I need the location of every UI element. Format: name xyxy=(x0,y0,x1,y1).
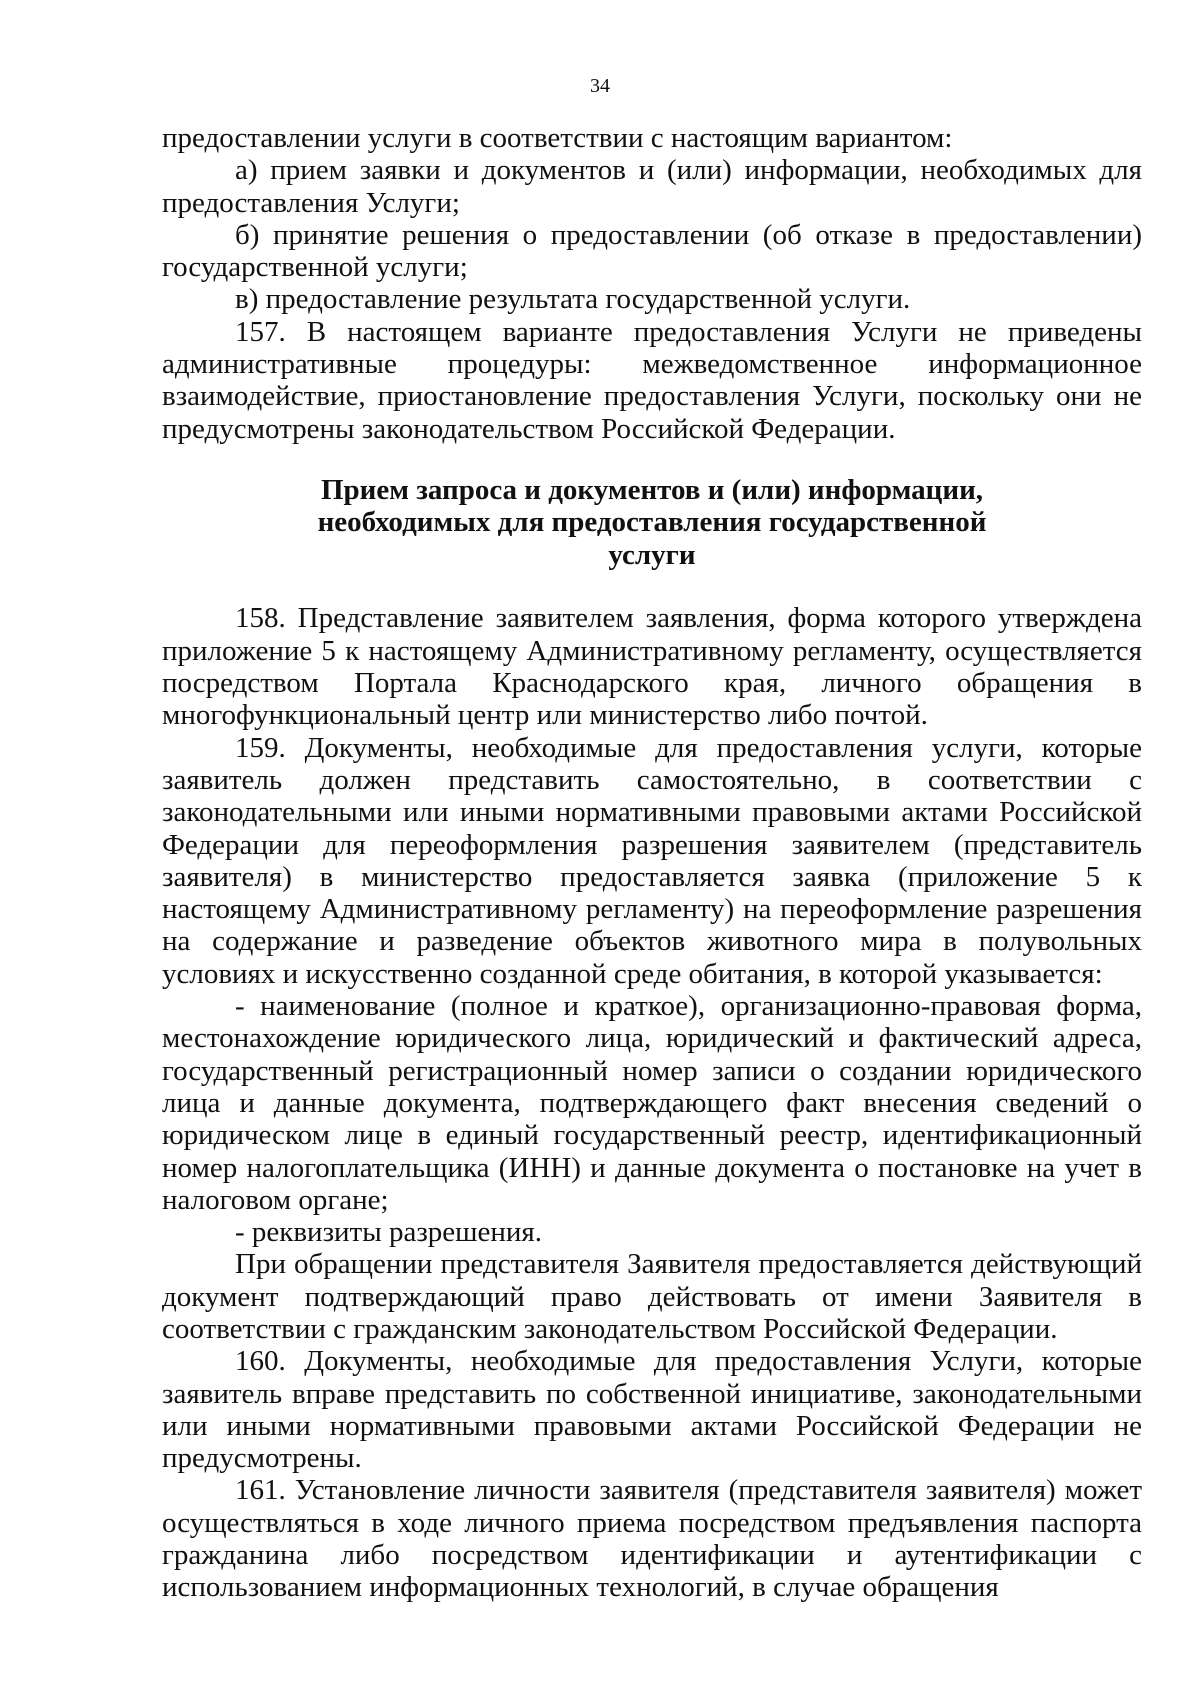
list-item-name: - наименование (полное и краткое), организационно-правовая форма, местонахождение юридического лица, юридический и фактический адреса, государственный регистрационный номер записи о создании юридического лица и данные документа, подтверждающего факт внесения сведений о юридическом лице в единый государственный реестр, идентификационный номер налогоплательщика (ИНН) и данные документа о постановке на учет в налоговом органе; xyxy=(162,990,1142,1216)
paragraph-159: 159. Документы, необходимые для предоставления услуги, которые заявитель должен представить самостоятельно, в соответствии с законодательными или иными нормативными правовыми актами Российской Федерации для переоформления разрешения заявителем (представитель заявителя) в министерство предоставляется заявка (приложение 5 к настоящему Административному регламенту) на переоформление разрешения на содержание и разведение объектов животного мира в полувольных условиях и искусственно созданной среде обитания, в которой указывается: xyxy=(162,731,1142,990)
paragraph-160: 160. Документы, необходимые для предоставления Услуги, которые заявитель вправе представить по собственной инициативе, законодательными или иными нормативными правовыми актами Российской Федерации не предусмотрены. xyxy=(162,1345,1142,1475)
section-heading-line-1: Прием запроса и документов и (или) информации, xyxy=(320,473,984,506)
section-heading-line-3: услуги xyxy=(608,538,696,571)
paragraph-representative: При обращении представителя Заявителя предоставляется действующий документ подтверждающий право действовать от имени Заявителя в соответствии с гражданским законодательством Российской Федерации. xyxy=(162,1248,1142,1345)
list-item-requisites: - реквизиты разрешения. xyxy=(235,1216,542,1249)
document-body xyxy=(162,122,1142,1604)
list-item-a: а) прием заявки и документов и (или) информации, необходимых для предоставления Услуги; xyxy=(162,154,1142,219)
section-heading-line-2: необходимых для предоставления государственной xyxy=(317,506,987,539)
page-number: 34 xyxy=(590,75,610,97)
paragraph-161: 161. Установление личности заявителя (представителя заявителя) может осуществляться в ходе личного приема посредством предъявления паспорта гражданина либо посредством идентификации и аутентификации с использованием информационных технологий, в случае обращения xyxy=(162,1474,1142,1604)
list-item-c: в) предоставление результата государственной услуги. xyxy=(235,283,911,316)
list-item-b: б) принятие решения о предоставлении (об отказе в предоставлении) государственной услуги; xyxy=(162,218,1142,284)
section-heading xyxy=(162,474,1142,572)
paragraph-157: 157. В настоящем варианте предоставления Услуги не приведены административные процедуры: межведомственное информационное взаимодействие, приостановление предоставления Услуги, поскольку они не предусмотрены законодательством Российской Федерации. xyxy=(162,315,1142,445)
paragraph-158: 158. Представление заявителем заявления, форма которого утверждена приложение 5 к настоящему Административному регламенту, осуществляется посредством Портала Краснодарского края, личного обращения в многофункциональный центр или министерство либо почтой. xyxy=(162,602,1142,732)
paragraph-continuation: предоставлении услуги в соответствии с настоящим вариантом: xyxy=(162,122,953,154)
